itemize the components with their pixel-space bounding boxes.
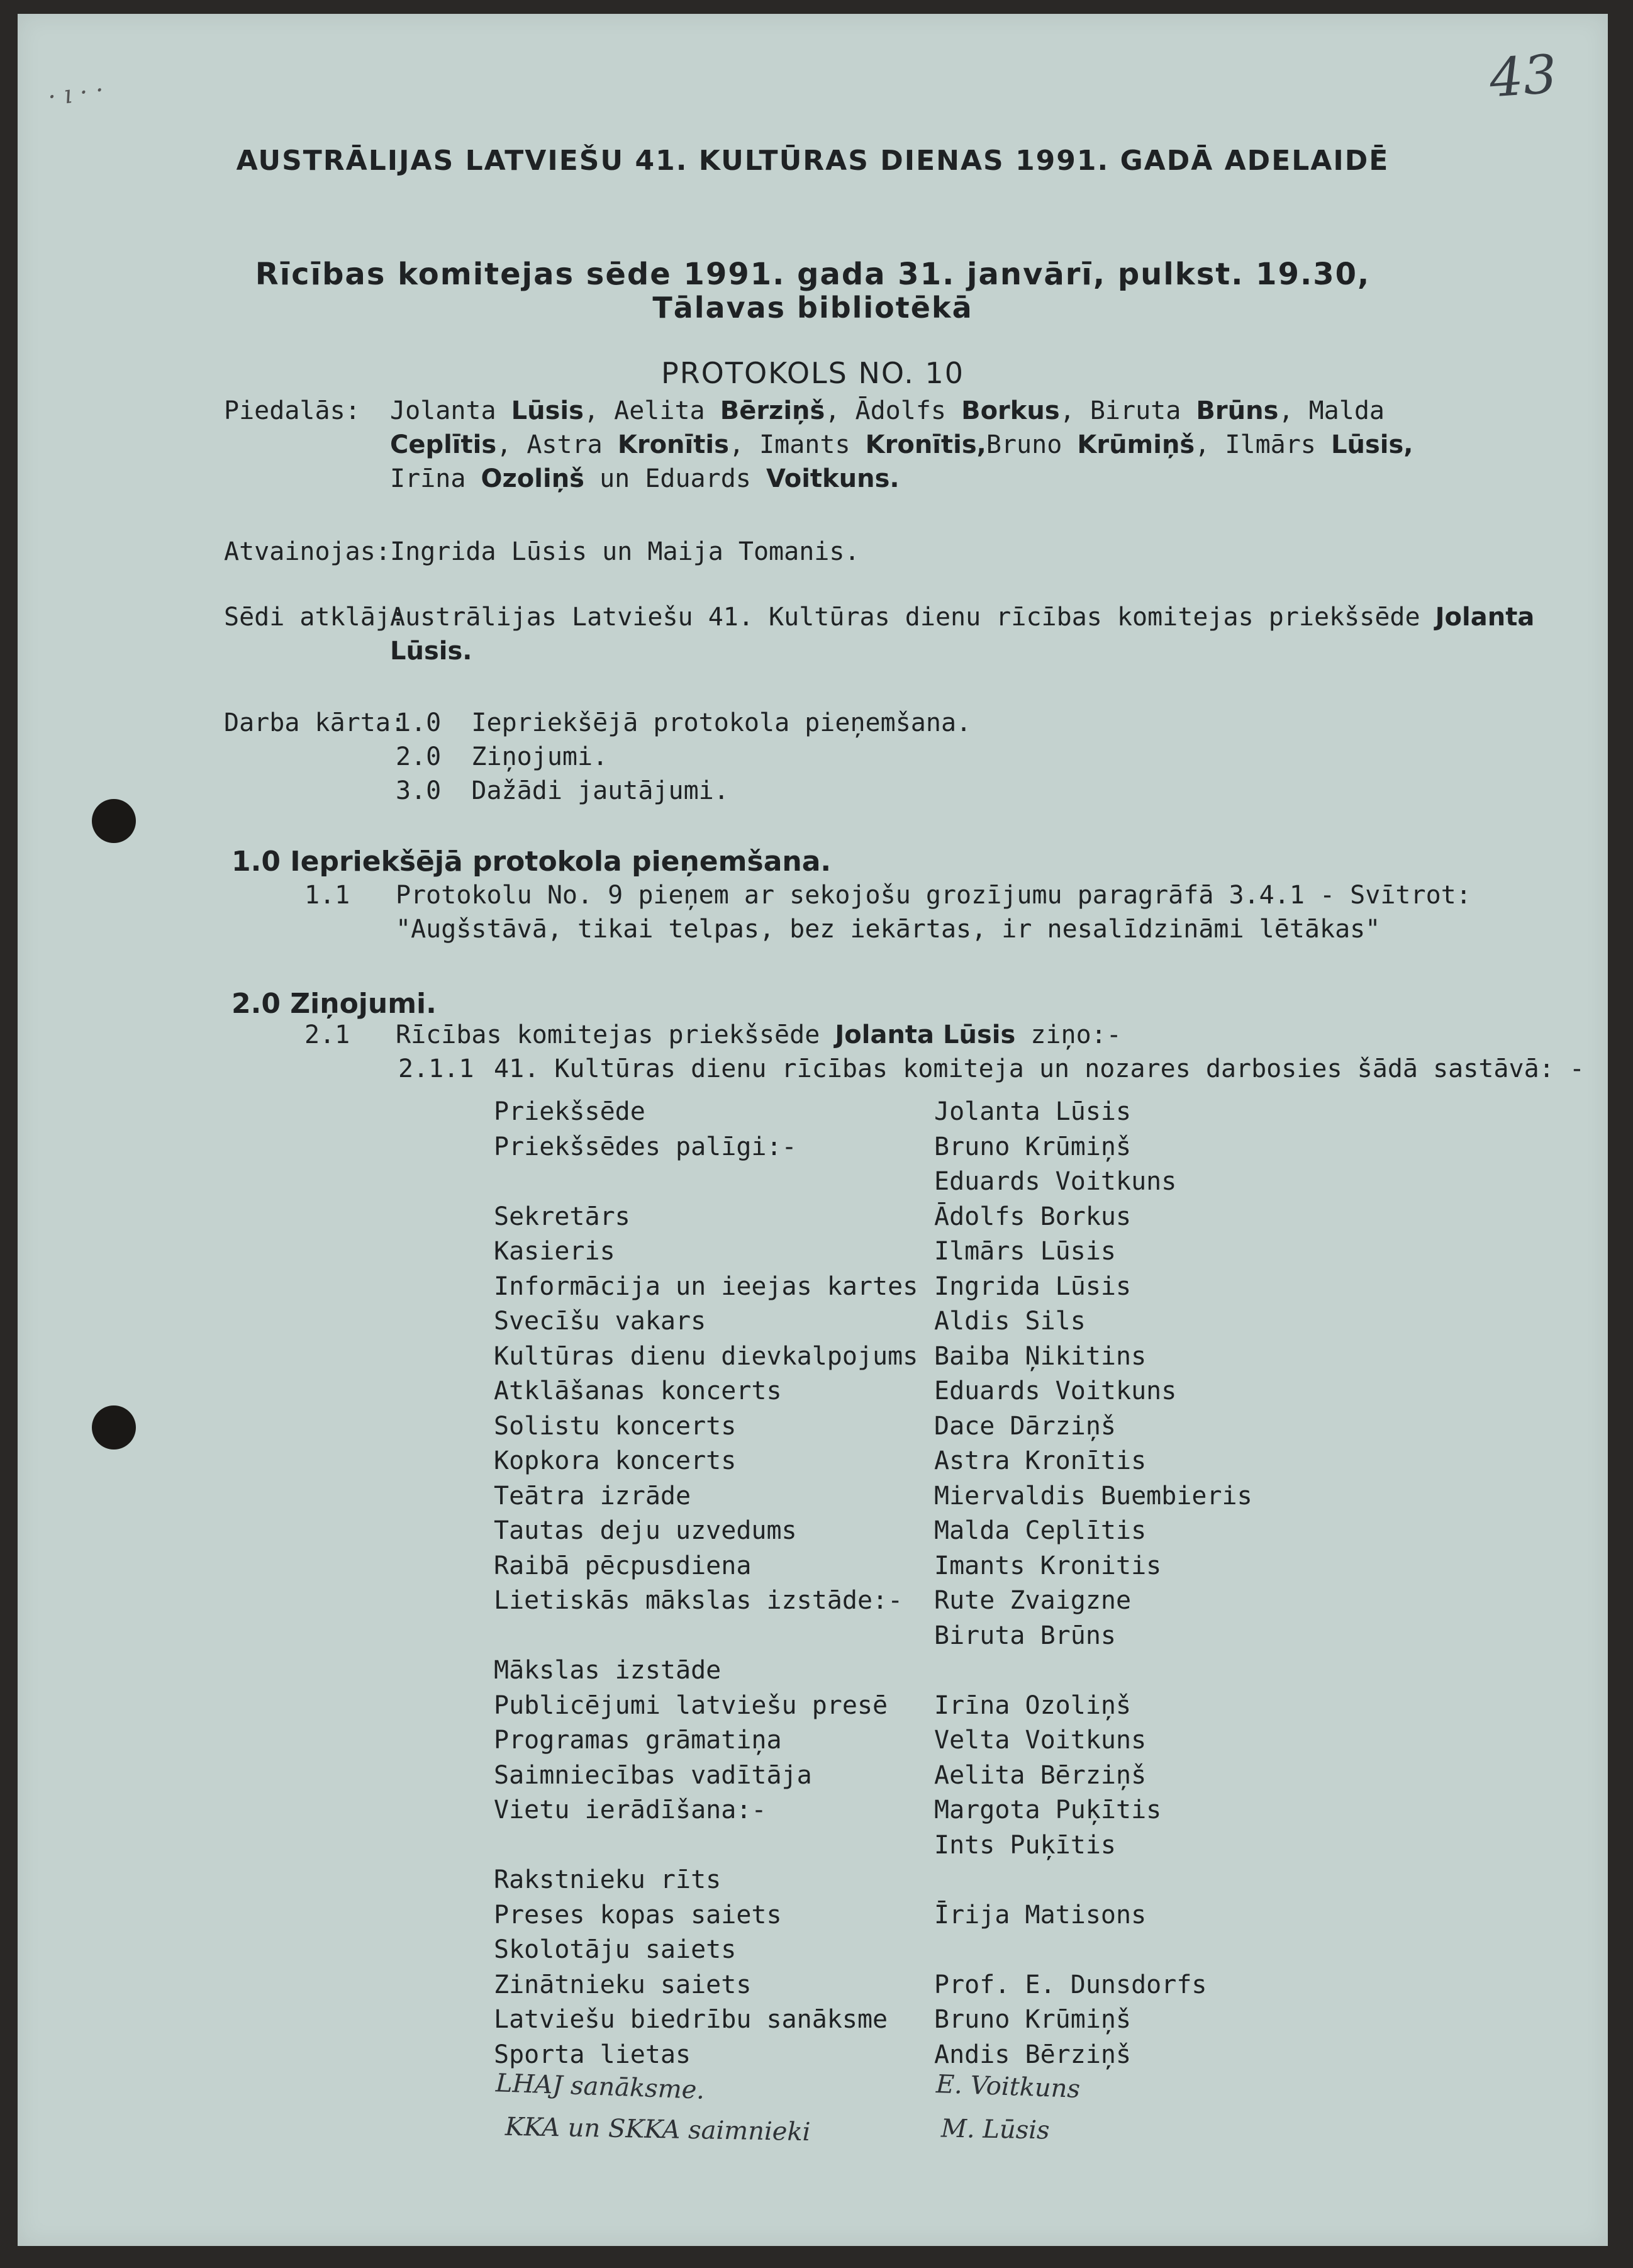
section-2-1-1-text: 41. Kultūras dienu rīcības komiteja un nozares darbosies šādā sastāvā: -	[494, 1054, 1585, 1083]
meeting-line: Rīcības komitejas sēde 1991. gada 31. janvārī, pulkst. 19.30,	[255, 257, 1371, 292]
opened-by-name-last: Lūsis.	[390, 637, 472, 666]
section-1-1-text: Protokolu No. 9 pieņem ar sekojošu grozījumu paragrāfā 3.4.1 - Svītrot:	[396, 881, 1471, 910]
section-1-1-number: 1.1	[304, 881, 350, 910]
apologies-text: Ingrida Lūsis un Maija Tomanis.	[390, 537, 860, 566]
committee-member: Ingrida Lūsis	[934, 1272, 1132, 1301]
attendee-text: Jolanta	[390, 396, 511, 425]
committee-member: Prof. E. Dunsdorfs	[934, 1970, 1207, 1999]
agenda-text: Dažādi jautājumi.	[471, 776, 729, 805]
agenda-label: Darba kārta:	[224, 708, 406, 737]
attendees-line	[390, 430, 1413, 459]
committee-member: Baiba Ņikitins	[934, 1342, 1147, 1371]
opened-by-text	[390, 603, 1534, 632]
attendee-surname: Kronītis,	[865, 430, 986, 459]
committee-role: Zinātnieku saiets	[494, 1970, 752, 1999]
attendee-surname: Ceplītis	[390, 430, 497, 459]
meeting-place: Tālavas bibliotēkā	[652, 291, 973, 325]
committee-role: Teātra izrāde	[494, 1482, 691, 1511]
section-2-1-number: 2.1	[304, 1020, 350, 1049]
committee-role: Preses kopas saiets	[494, 1901, 782, 1930]
attendee-text: , Ādolfs	[825, 396, 962, 425]
attendee-text: , Astra	[496, 430, 618, 459]
section-2-1-pre: Rīcības komitejas priekšsēde	[396, 1020, 835, 1049]
committee-member: Aelita Bērziņš	[934, 1761, 1147, 1790]
section-1-heading: 1.0 Iepriekšējā protokola pieņemšana.	[231, 846, 832, 878]
agenda-item-3	[396, 776, 729, 805]
handwritten-name-1: E. Voitkuns	[935, 2070, 1081, 2104]
agenda-item-1	[396, 708, 971, 737]
committee-role: Lietiskās mākslas izstāde:-	[494, 1586, 903, 1615]
attendee-text: , Malda	[1278, 396, 1385, 425]
opened-by-label: Sēdi atklāj:	[224, 603, 406, 632]
document-title: AUSTRĀLIJAS LATVIEŠU 41. KULTŪRAS DIENAS 1991. GADĀ ADELAIDĒ	[236, 145, 1390, 177]
handwritten-name-2: M. Lūsis	[940, 2114, 1050, 2145]
committee-member: Miervaldis Buembieris	[934, 1482, 1252, 1511]
committee-role: Latviešu biedrību sanāksme	[494, 2005, 888, 2034]
attendee-text: Bruno	[986, 430, 1078, 459]
attendee-surname: Ozoliņš	[481, 464, 584, 493]
punch-hole-top	[92, 799, 136, 843]
committee-role: Kultūras dienu dievkalpojums	[494, 1342, 918, 1371]
attendee-surname: Borkus	[961, 396, 1060, 425]
committee-member: Bruno Krūmiņš	[934, 2005, 1132, 2034]
committee-role: Kopkora koncerts	[494, 1446, 737, 1475]
committee-member: Velta Voitkuns	[934, 1726, 1147, 1755]
committee-role: Saimniecības vadītāja	[494, 1761, 812, 1790]
attendee-surname: Bērziņš	[720, 396, 825, 425]
section-2-heading: 2.0 Ziņojumi.	[231, 988, 437, 1020]
attendees-line	[390, 396, 1385, 425]
handwritten-role-1: LHAJ sanāksme.	[495, 2069, 705, 2105]
committee-role: Svecīšu vakars	[494, 1307, 706, 1336]
committee-role: Priekšsēde	[494, 1097, 645, 1126]
committee-member: Ādolfs Borkus	[934, 1202, 1132, 1231]
committee-member: Dace Dārziņš	[934, 1412, 1116, 1441]
committee-member: Ints Puķītis	[934, 1831, 1116, 1860]
committee-member: Biruta Brūns	[934, 1621, 1116, 1650]
committee-member: Eduards Voitkuns	[934, 1377, 1177, 1405]
protocol-number: PROTOKOLS NO. 10	[660, 356, 965, 390]
document-page	[18, 14, 1608, 2246]
committee-role: Programas grāmatiņa	[494, 1726, 782, 1755]
agenda-text: Iepriekšējā protokola pieņemšana.	[471, 708, 972, 737]
committee-member: Astra Kronītis	[934, 1446, 1147, 1475]
attendee-text: un Eduards	[584, 464, 766, 493]
committee-member: Andis Bērziņš	[934, 2040, 1132, 2069]
attendee-text: Irīna	[390, 464, 481, 493]
agenda-item-2	[396, 742, 608, 771]
committee-member: Bruno Krūmiņš	[934, 1132, 1132, 1161]
attendee-text: , Ilmārs	[1195, 430, 1331, 459]
committee-member: Jolanta Lūsis	[934, 1097, 1132, 1126]
agenda-text: Ziņojumi.	[471, 742, 608, 771]
punch-hole-bottom	[92, 1405, 136, 1450]
attendee-text: , Aelita	[583, 396, 720, 425]
agenda-num: 2.0	[396, 742, 442, 771]
committee-member: Rute Zvaigzne	[934, 1586, 1132, 1615]
section-2-1-1-number: 2.1.1	[398, 1054, 474, 1083]
committee-role: Sporta lietas	[494, 2040, 691, 2069]
committee-role: Atklāšanas koncerts	[494, 1377, 782, 1405]
attendee-surname: Lūsis,	[1330, 430, 1413, 459]
committee-role: Informācija un ieejas kartes	[494, 1272, 918, 1301]
committee-role: Priekšsēdes palīgi:-	[494, 1132, 797, 1161]
committee-role: Raibā pēcpusdiena	[494, 1551, 752, 1580]
opened-by-name-first: Jolanta	[1435, 603, 1535, 632]
committee-member: Margota Puķītis	[934, 1796, 1162, 1824]
section-2-1-text	[396, 1020, 1122, 1049]
attendee-text: , Imants	[728, 430, 866, 459]
committee-role: Kasieris	[494, 1237, 615, 1266]
attendee-surname: Voitkuns.	[766, 464, 900, 493]
attendee-surname: Brūns	[1196, 396, 1279, 425]
committee-member: Imants Kronitis	[934, 1551, 1162, 1580]
page-number: 43	[1487, 43, 1559, 109]
attendees-label: Piedalās:	[224, 396, 360, 425]
apologies-label: Atvainojas:	[224, 537, 391, 566]
corner-pencil-mark: · ı · ·	[46, 75, 106, 112]
section-1-1-quote: "Augšstāvā, tikai telpas, bez iekārtas, ir nesalīdzināmi lētākas"	[396, 915, 1381, 944]
committee-role: Solistu koncerts	[494, 1412, 737, 1441]
committee-role: Skolotāju saiets	[494, 1935, 737, 1964]
committee-member: Aldis Sils	[934, 1307, 1086, 1336]
committee-role: Sekretārs	[494, 1202, 630, 1231]
opened-by-line: Austrālijas Latviešu 41. Kultūras dienu rīcības komitejas priekšsēde	[390, 603, 1420, 632]
attendee-surname: Krūmiņš	[1077, 430, 1195, 459]
section-2-1-post: ziņo:-	[1015, 1020, 1122, 1049]
committee-member: Irīna Ozoliņš	[934, 1691, 1132, 1720]
committee-member: Malda Ceplītis	[934, 1516, 1147, 1545]
section-2-1-name: Jolanta Lūsis	[835, 1020, 1016, 1049]
attendees-line	[390, 464, 900, 493]
committee-role: Rakstnieku rīts	[494, 1865, 722, 1894]
committee-member: Ilmārs Lūsis	[934, 1237, 1116, 1266]
attendee-text: , Biruta	[1059, 396, 1196, 425]
committee-role: Mākslas izstāde	[494, 1656, 722, 1685]
committee-member: Īrija Matisons	[934, 1901, 1147, 1930]
committee-role: Publicējumi latviešu presē	[494, 1691, 888, 1720]
committee-role: Vietu ierādīšana:-	[494, 1796, 767, 1824]
agenda-num: 3.0	[396, 776, 442, 805]
handwritten-role-2: KKA un SKKA saimnieki	[504, 2112, 811, 2147]
attendee-surname: Kronītis	[617, 430, 729, 459]
attendee-surname: Lūsis	[511, 396, 584, 425]
committee-member: Eduards Voitkuns	[934, 1167, 1177, 1196]
committee-role: Tautas deju uzvedums	[494, 1516, 797, 1545]
agenda-num: 1.0	[396, 708, 442, 737]
